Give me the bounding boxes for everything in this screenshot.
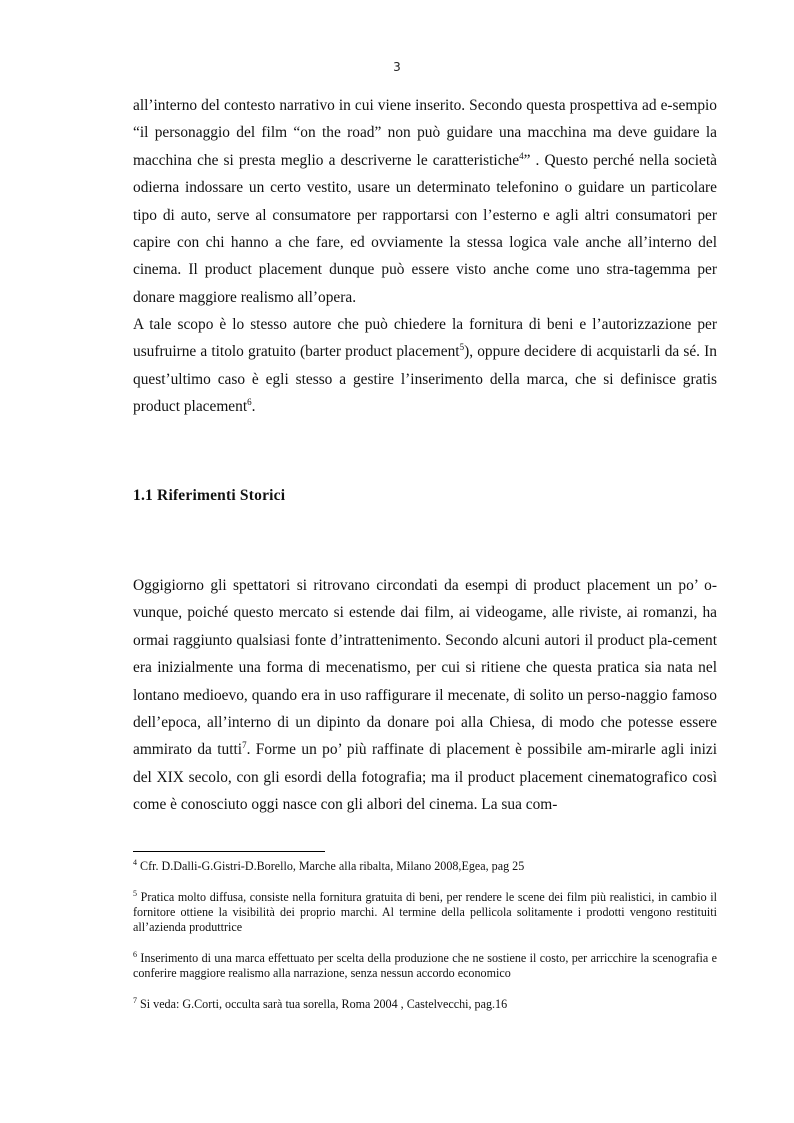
footnote-ref-4: 4 xyxy=(519,150,524,161)
footnote-divider xyxy=(133,851,325,852)
footnote-ref-6: 6 xyxy=(247,397,252,408)
paragraph-3-text-b: . Forme un po’ più raffinate di placement è possibile am-mirarle agli inizi del XIX secolo, con gli esordi della fotografia; ma il product placement cinematografico così come è conosciuto oggi nasce con gli albori del cinema. La sua com- xyxy=(133,741,717,814)
paragraph-2 xyxy=(133,311,717,421)
paragraph-3-text-a: Oggigiorno gli spettatori si ritrovano circondati da esempi di product placement un po’ o-vunque, poiché questo mercato si estende dai film, ai videogame, alle riviste, ai romanzi, ha ormai raggiunto qualsiasi fonte d’intrattenimento. Secondo alcuni autori il product pla-cement era inizialmente una forma di mecenatismo, per cui si ritiene che questa pratica sia nata nel lontano medioevo, quando era in uso raffigurare il mecenate, di solito un perso-naggio famoso dell’epoca, all’interno di un dipinto da donare poi alla Chiesa, di modo che potesse essere ammirato da tutti xyxy=(133,577,717,759)
paragraph-1-text-a: all’interno del contesto narrativo in cui viene inserito. Secondo questa prospettiva ad e-sempio “il personaggio del film “on the road” non può guidare una macchina ma deve guidare la macchina che si presta meglio a descriverne le caratteristiche xyxy=(133,97,717,169)
footnote-ref-7: 7 xyxy=(242,740,247,751)
footnote-number: 5 xyxy=(133,889,137,898)
footnote-number: 7 xyxy=(133,996,137,1005)
paragraph-1 xyxy=(133,92,717,311)
footnote-text: Pratica molto diffusa, consiste nella fornitura gratuita di beni, per rendere le scene dei film più realistici, in cambio il fornitore ottiene la visibilità dei proprio marchi. Al termine della pellicola solitamente i prodotti vengono restituiti all’azienda produttrice xyxy=(133,890,717,934)
footnote-text: Inserimento di una marca effettuato per scelta della produzione che ne sostiene il costo, per arricchire la scenografia e conferire maggiore realismo alla narrazione, senza nessun accordo economico xyxy=(133,951,717,980)
page-number: 3 xyxy=(393,60,401,74)
paragraph-1-text-b: ” . Questo perché nella società odierna indossare un certo vestito, usare un determinato telefonino o guidare un particolare tipo di auto, serve al consumatore per rapportarsi con l’esterno e agli altri consumatori per capire con chi hanno a che fare, ed ovviamente la stessa logica vale anche all’interno del cinema. Il product placement dunque può essere visto anche come uno stra-tagemma per donare maggiore realismo all’opera. xyxy=(133,151,717,306)
footnote-ref-5: 5 xyxy=(459,342,465,353)
footnote-4 xyxy=(133,859,717,874)
paragraph-2-text-b: ), oppure decidere di acquistarli da sé. In quest’ultimo caso è egli stesso a gestire l’inserimento della marca, che si definisce gratis product placement xyxy=(133,343,717,416)
section-heading: 1.1 Riferimenti Storici xyxy=(133,487,286,504)
paragraph-3 xyxy=(133,572,717,819)
footnote-text: Si veda: G.Corti, occulta sarà tua sorella, Roma 2004 , Castelvecchi, pag.16 xyxy=(140,997,508,1011)
footnote-number: 4 xyxy=(133,858,137,867)
paragraph-2-text-a: A tale scopo è lo stesso autore che può chiedere la fornitura di beni e l’autorizzazione per usufruirne a titolo gratuito (barter product placement xyxy=(133,316,717,361)
footnote-6 xyxy=(133,951,717,981)
footnote-number: 6 xyxy=(133,950,137,959)
footnote-text: Cfr. D.Dalli-G.Gistri-D.Borello, Marche alla ribalta, Milano 2008,Egea, pag 25 xyxy=(140,859,525,873)
paragraph-2-text-c: . xyxy=(251,398,256,416)
footnote-7 xyxy=(133,997,717,1012)
footnote-5 xyxy=(133,890,717,935)
